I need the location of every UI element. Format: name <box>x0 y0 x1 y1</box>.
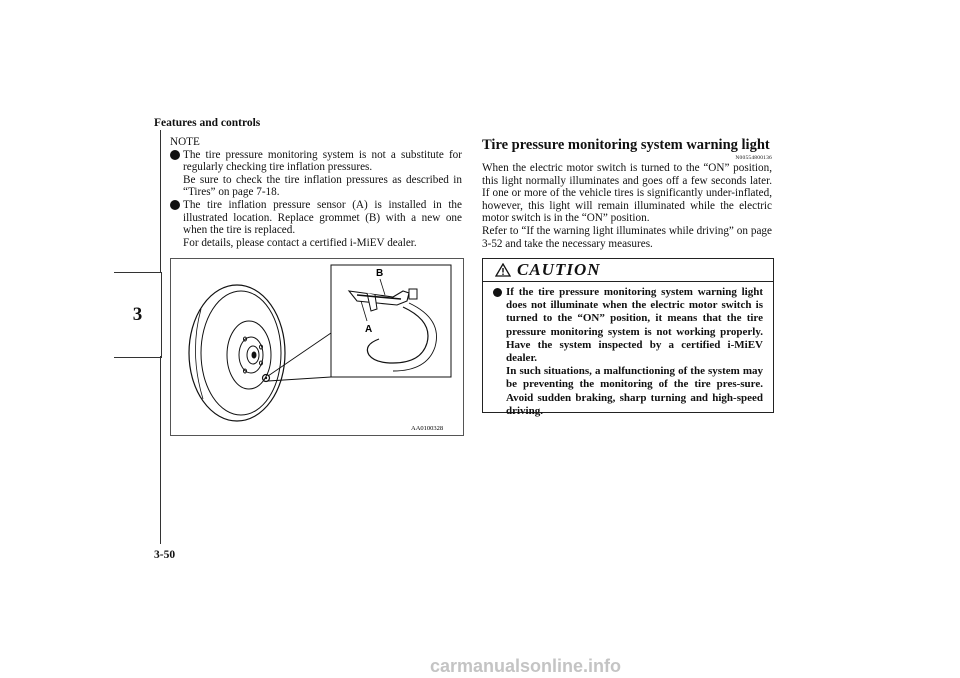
caution-heading: CAUTION <box>517 260 601 279</box>
page-number: 3-50 <box>154 549 176 561</box>
note-bullet-2-line-2: For details, please contact a certified i-MiEV dealer. <box>183 236 417 249</box>
note-bullet-1-line-2: Be sure to check the tire inflation pressures as described in “Tires” on page 7-18. <box>183 173 462 199</box>
caution-box <box>482 258 774 417</box>
chapter-number: 3 <box>132 304 143 325</box>
chapter-rail-bottom <box>114 356 161 544</box>
section-header: Features and controls <box>154 117 261 129</box>
note-bullet-1-line-1: The tire pressure monitoring system is not a substitute for regularly checking tire inflation pressures. <box>183 148 462 174</box>
tire-sensor-illustration <box>170 258 464 436</box>
warning-light-section <box>482 136 772 250</box>
chapter-rail-top <box>114 130 161 272</box>
section-code: N00554800136 <box>735 155 772 161</box>
note-bullet-1 <box>170 149 462 199</box>
bullet-icon <box>493 288 502 297</box>
warning-triangle-icon <box>495 263 511 277</box>
watermark-text: carmanualsonline.info <box>430 656 622 676</box>
label-a: A <box>365 324 373 335</box>
caution-line-1: If the tire pressure monitoring system warning light does not illuminate when the electric motor switch is turned to the “ON” position, it means that the tire pressure monitoring system is not working properly. Have the system inspected by a certified i-MiEV dealer. <box>506 286 763 365</box>
note-bullet-2 <box>170 199 462 249</box>
caution-line-2: In such situations, a malfunctioning of the system may be preventing the monitoring of the tire pres-sure. Avoid sudden braking, sharp turning and high-speed driving. <box>506 365 763 417</box>
bullet-icon <box>170 150 180 160</box>
label-b: B <box>376 268 384 279</box>
section-paragraph-1: When the electric motor switch is turned to the “ON” position, this light normally illuminates and goes off a few seconds later. If one or more of the vehicle tires is significantly under-inflated, however, this light will remain illuminated while the electric motor switch is in the “ON” position. <box>482 162 772 225</box>
figure-code: AA0100328 <box>411 425 444 432</box>
chapter-tab <box>114 272 162 358</box>
note-bullet-2-line-1: The tire inflation pressure sensor (A) is installed in the illustrated location. Replace grommet (B) with a new one when the tire is replaced. <box>183 198 462 237</box>
tire-illustration-svg <box>171 259 463 435</box>
bullet-icon <box>170 200 180 210</box>
caution-body <box>483 282 773 418</box>
note-block <box>170 136 462 249</box>
section-title: Tire pressure monitoring system warning light <box>482 137 770 153</box>
note-title: NOTE <box>170 136 200 148</box>
section-paragraph-2: Refer to “If the warning light illuminates while driving” on page 3-52 and take the necessary measures. <box>482 224 772 250</box>
caution-bullet <box>493 286 763 418</box>
caution-header <box>483 259 773 282</box>
